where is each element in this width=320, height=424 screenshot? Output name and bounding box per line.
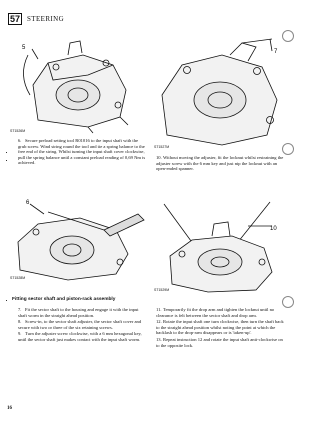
steering-box-illustration-4	[152, 196, 287, 294]
figure-code: ST1528M	[10, 276, 26, 280]
steering-box-illustration-2	[152, 35, 287, 150]
callout-6: 6	[26, 200, 30, 206]
callout-5: 5	[22, 45, 26, 51]
figure-adjuster	[152, 196, 287, 294]
callout-7: 7	[274, 49, 278, 55]
page-number: 16	[7, 406, 12, 411]
figure-preload-tool	[8, 35, 148, 135]
margin-mark	[6, 152, 7, 153]
step-6: 6. Secure preload setting tool R01016 to the input shaft with the grub screw. Wind string round the tool and tie a spring balance to the free end of the string. Whilst turning the input shaft cover clockwise, pull the spring balance until a constant preload reading of 0,69 Nm is achieved.	[18, 138, 146, 166]
section-heading: Fitting sector shaft and piston-rack assembly	[12, 297, 116, 302]
step-13: 13.Repeat instruction 12 and rotate the input shaft anti-clockwise on to the opposite lock.	[156, 336, 283, 348]
step-9: 9. Turn the adjuster screw clockwise, with a 6 mm hexagonal key, until the sector shaft just makes contact with the input shaft worm.	[18, 331, 142, 342]
section-title: STEERING	[27, 15, 65, 23]
step-8: 8. Screw-in, to the sector shaft adjuster, the sector shaft cover and secure with two or three of the six retaining screws.	[18, 319, 142, 330]
callout-10: 10	[270, 226, 277, 232]
section-number: 57	[10, 14, 21, 24]
steering-box-illustration-3	[8, 192, 148, 284]
step-11: 11.Temporarily fit the drop arm and tighten the locknut until no clearance is felt between the sector shaft and drop arm.	[156, 307, 275, 318]
steps-bottom-right	[156, 307, 286, 349]
figure-code: ST1527M	[154, 145, 170, 149]
margin-mark	[6, 160, 7, 161]
steps-top-right	[156, 155, 286, 173]
figure-code: ST1529M	[154, 288, 170, 292]
page-header	[8, 13, 64, 25]
margin-mark	[6, 300, 7, 301]
figure-locknut	[152, 35, 287, 150]
step-10: 10.Without moving the adjuster, fit the locknut whilst restraining the adjuster screw with the 6 mm key and just nip the locknut with an open-ended spanner.	[156, 155, 284, 172]
steering-box-illustration-1	[8, 35, 148, 135]
figure-sector-shaft	[8, 192, 148, 284]
step-7: 7. Fit the sector shaft to the housing and engage it with the input shaft worm in the straight ahead position.	[18, 307, 139, 318]
step-12: 12.Rotate the input shaft one turn clockwise, then turn the shaft back to the straight ahead position whilst noting the point at which the backlash to the drop-arm disappears or is 'taken-up'.	[156, 319, 284, 336]
steps-top-left	[18, 138, 146, 167]
steps-bottom-left	[18, 307, 146, 344]
figure-code: ST1526M	[10, 129, 26, 133]
